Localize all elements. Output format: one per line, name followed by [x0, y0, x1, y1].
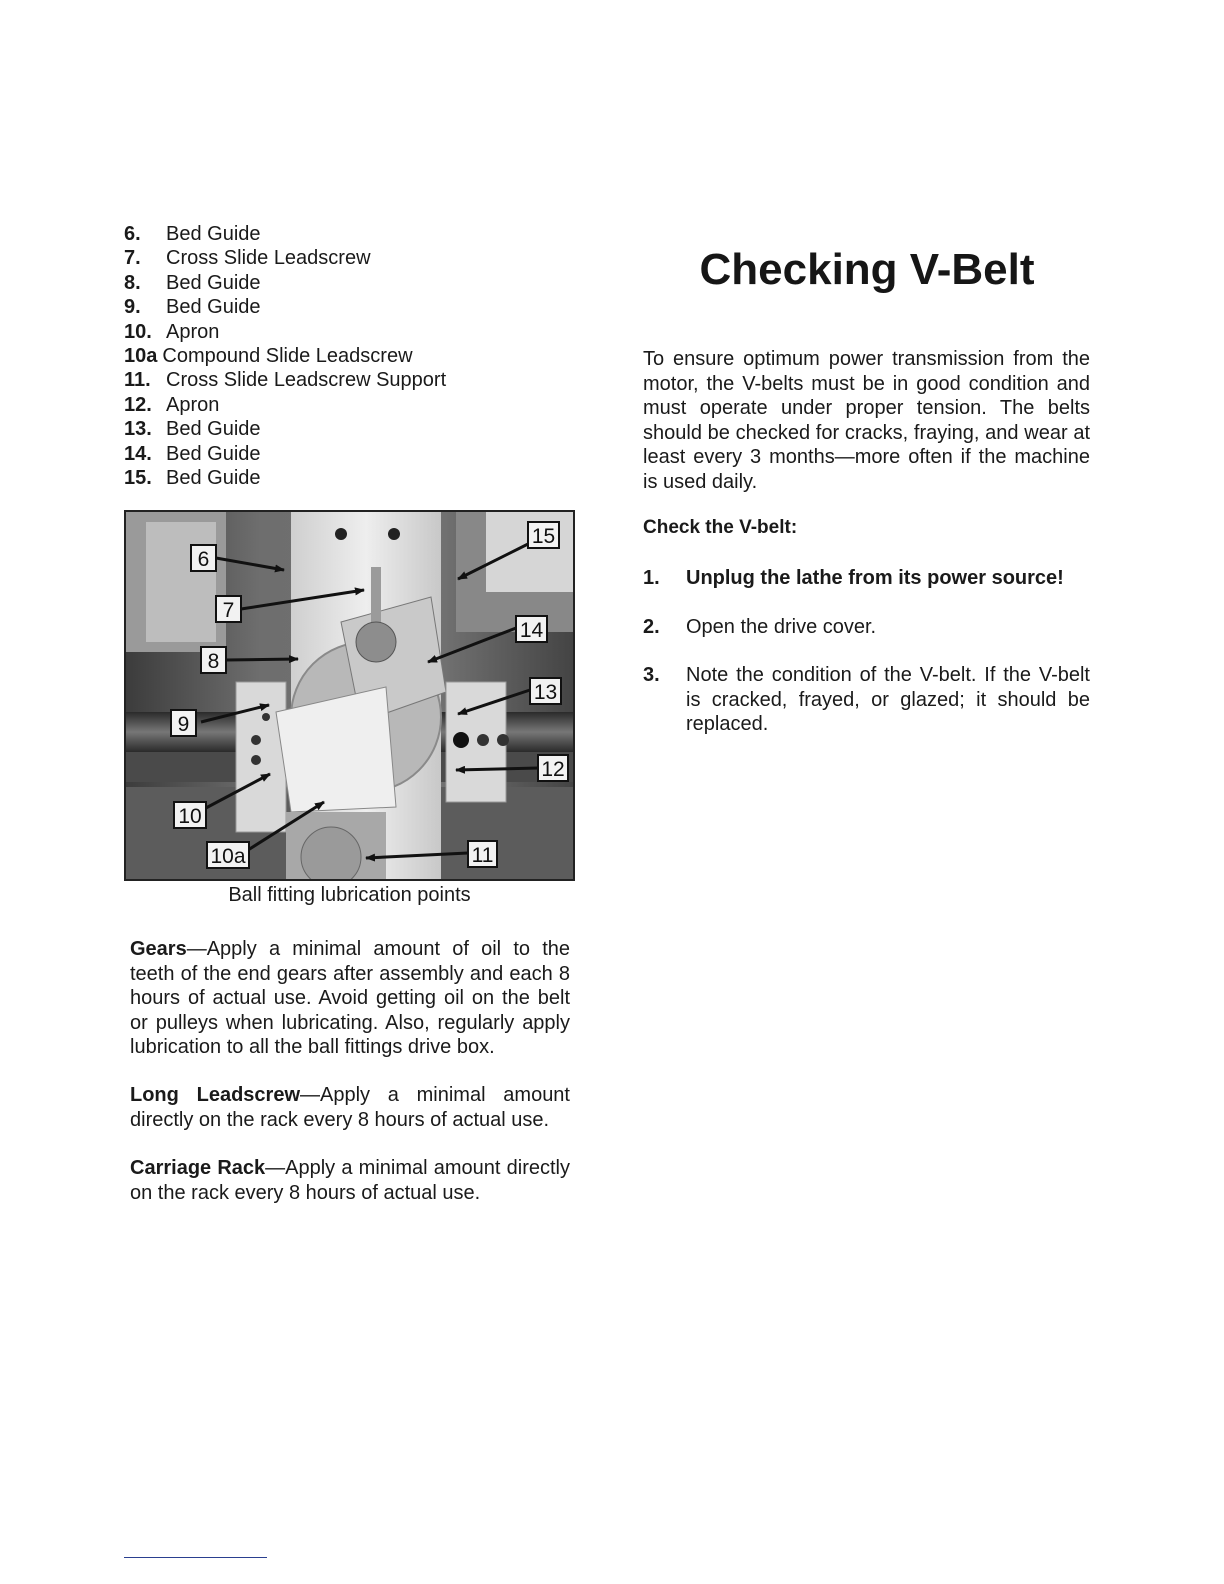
step-item: 3. Note the condition of the V-belt. If the V-belt is cracked, frayed, or glazed; it should be replaced. [643, 664, 1090, 735]
gears-title: Gears [130, 938, 187, 960]
vbelt-intro: To ensure optimum power transmission from the motor, the V-belts must be in good condition and must operate under proper tension. The belts should be checked for cracks, fraying, and wear at least every 3 months—more often if the machine is used daily. [643, 348, 1090, 493]
step-item: 1. Unplug the lathe from its power source! [643, 567, 1064, 589]
svg-text:7: 7 [222, 599, 235, 622]
svg-text:12: 12 [541, 758, 565, 781]
carriage-rack-paragraph: Carriage Rack—Apply a minimal amount directly on the rack every 8 hours of actual use. [130, 1157, 570, 1204]
page-title: Checking V-Belt [699, 245, 1035, 294]
check-steps [643, 566, 1090, 761]
list-item: 15. Bed Guide [124, 467, 261, 490]
callout-14 [516, 616, 547, 642]
callout-11 [468, 841, 497, 867]
list-item: 10a Compound Slide Leadscrew [124, 345, 413, 368]
callout-6 [191, 545, 216, 571]
svg-text:15: 15 [531, 525, 556, 548]
list-item: 14. Bed Guide [124, 442, 261, 465]
svg-text:10a: 10a [210, 845, 246, 868]
leadscrew-paragraph: Long Leadscrew—Apply a minimal amount directly on the rack every 8 hours of actual use. [130, 1084, 570, 1131]
step-item: 2. Open the drive cover. [643, 615, 877, 638]
list-item: 12. Apron [124, 393, 220, 416]
svg-text:10: 10 [178, 805, 202, 828]
carriage-rack-title: Carriage Rack [130, 1157, 266, 1179]
callout-7 [216, 596, 241, 622]
check-heading: Check the V-belt: [643, 517, 798, 538]
lathe-photo [124, 510, 575, 881]
svg-text:9: 9 [177, 713, 190, 736]
parts-list [124, 222, 564, 490]
svg-text:14: 14 [519, 619, 544, 642]
callout-15 [528, 522, 559, 548]
lathe-illustration [126, 512, 573, 879]
callout-10a [207, 842, 249, 868]
leadscrew-title: Long Leadscrew [130, 1084, 300, 1106]
gears-paragraph: Gears—Apply a minimal amount of oil to the teeth of the end gears after assembly and each 8 hours of actual use. Avoid getting oil on the belt or pulleys when lubricating. Also, regularly apply lubrication to all the ball fittings drive box. [130, 938, 570, 1058]
svg-text:8: 8 [207, 650, 220, 673]
callout-8 [201, 647, 226, 673]
list-item: 13. Bed Guide [124, 418, 261, 441]
svg-text:6: 6 [197, 548, 210, 571]
callout-9 [171, 710, 196, 736]
svg-text:13: 13 [533, 681, 558, 704]
callout-13 [530, 678, 561, 704]
list-item: 10. Apron [124, 320, 220, 343]
footer-divider [124, 1557, 267, 1558]
list-item: 9. Bed Guide [124, 296, 261, 319]
list-item: 8. Bed Guide [124, 271, 261, 294]
figure-caption: Ball fitting lubrication points [228, 884, 471, 906]
list-item: 7. Cross Slide Leadscrew [124, 247, 371, 270]
callout-12 [538, 755, 568, 781]
list-item: 6. Bed Guide [124, 223, 261, 245]
callout-10 [174, 802, 206, 828]
svg-text:11: 11 [471, 844, 494, 867]
list-item: 11. Cross Slide Leadscrew Support [124, 369, 447, 392]
